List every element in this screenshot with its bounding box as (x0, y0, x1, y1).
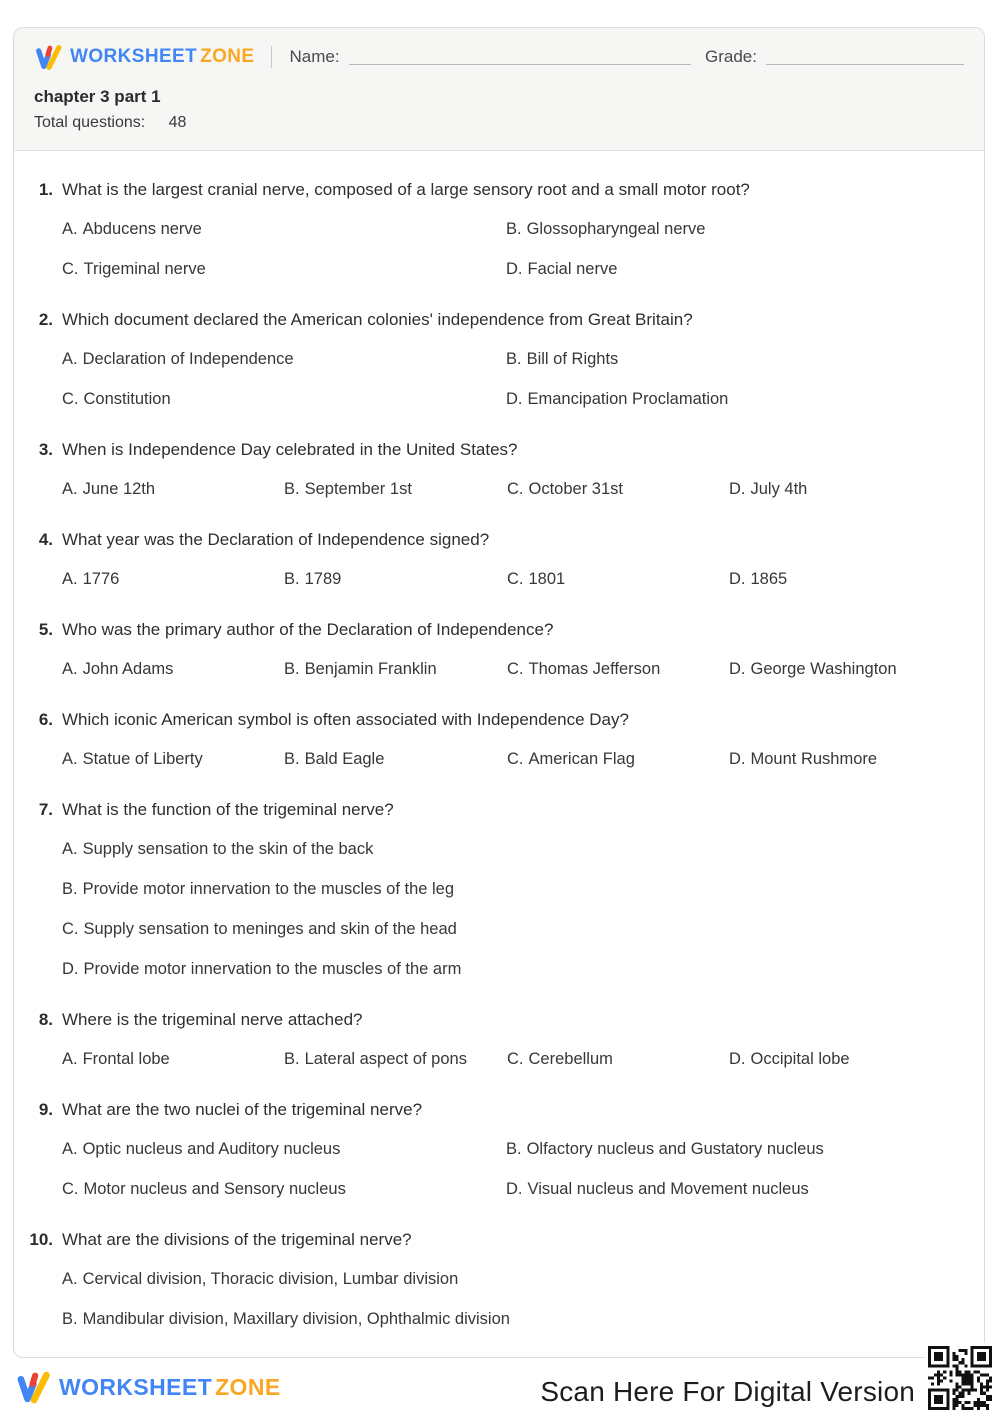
question-text: What are the divisions of the trigeminal nerve? (62, 1230, 412, 1249)
answer-option[interactable] (729, 748, 970, 771)
answer-option[interactable] (62, 958, 970, 981)
option-text: Optic nucleus and Auditory nucleus (82, 1140, 341, 1158)
options-grid (62, 838, 970, 981)
option-text: Olfactory nucleus and Gustatory nucleus (526, 1140, 824, 1158)
option-letter: D. (729, 1050, 746, 1068)
answer-option[interactable] (729, 568, 970, 591)
name-input-line[interactable] (349, 49, 691, 65)
answer-option[interactable] (284, 748, 507, 771)
option-letter: D. (729, 480, 746, 498)
options-grid (62, 1048, 970, 1071)
answer-option[interactable] (506, 1178, 970, 1201)
options-grid (62, 478, 970, 501)
option-text: Abducens nerve (82, 220, 202, 238)
answer-option[interactable] (62, 388, 506, 411)
option-text: Bill of Rights (526, 350, 619, 368)
question-text: Who was the primary author of the Declaration of Independence? (62, 620, 554, 639)
option-letter: B. (284, 480, 300, 498)
question-block (28, 1228, 970, 1331)
option-letter: C. (62, 920, 79, 938)
option-letter: D. (506, 390, 523, 408)
answer-option[interactable] (507, 478, 729, 501)
header-row (34, 41, 964, 73)
question-number: 1. (38, 180, 53, 199)
option-text: Lateral aspect of pons (304, 1050, 467, 1068)
option-letter: A. (62, 1050, 78, 1068)
option-text: Benjamin Franklin (304, 660, 437, 678)
option-letter: A. (62, 220, 78, 238)
option-text: George Washington (750, 660, 897, 678)
option-text: 1776 (82, 570, 120, 588)
option-letter: D. (506, 260, 523, 278)
question-block (28, 708, 970, 771)
footer-brand-logo (15, 1368, 281, 1406)
answer-option[interactable] (62, 1048, 284, 1071)
answer-option[interactable] (506, 218, 970, 241)
question-number: 7. (38, 800, 53, 819)
option-text: Provide motor innervation to the muscles of the leg (82, 880, 455, 898)
option-text: John Adams (82, 660, 174, 678)
question-number: 9. (38, 1100, 53, 1119)
answer-option[interactable] (62, 478, 284, 501)
option-letter: A. (62, 660, 78, 678)
option-text: Facial nerve (527, 260, 618, 278)
option-letter: C. (507, 660, 524, 678)
option-letter: B. (506, 1140, 522, 1158)
answer-option[interactable] (507, 658, 729, 681)
option-letter: A. (62, 350, 78, 368)
answer-option[interactable] (62, 1138, 506, 1161)
answer-option[interactable] (62, 878, 970, 901)
answer-option[interactable] (506, 388, 970, 411)
option-letter: A. (62, 1270, 78, 1288)
option-text: Thomas Jefferson (528, 660, 661, 678)
brand-word-worksheet: WORKSHEET (59, 1373, 213, 1400)
name-label: Name: (289, 47, 340, 66)
options-grid (62, 1268, 970, 1331)
option-text: Emancipation Proclamation (527, 390, 729, 408)
answer-option[interactable] (284, 1048, 507, 1071)
worksheet-card (13, 27, 985, 1358)
answer-option[interactable] (62, 748, 284, 771)
answer-option[interactable] (62, 218, 506, 241)
question-text: What year was the Declaration of Independence signed? (62, 530, 490, 549)
question-text: What is the function of the trigeminal nerve? (62, 800, 394, 819)
option-letter: A. (62, 840, 78, 858)
answer-option[interactable] (507, 1048, 729, 1071)
question-number: 10. (29, 1230, 53, 1249)
answer-option[interactable] (729, 478, 970, 501)
option-letter: C. (507, 480, 524, 498)
answer-option[interactable] (62, 838, 970, 861)
answer-option[interactable] (507, 748, 729, 771)
answer-option[interactable] (284, 568, 507, 591)
option-letter: B. (62, 1310, 78, 1328)
option-letter: B. (284, 750, 300, 768)
option-text: Statue of Liberty (82, 750, 203, 768)
option-letter: B. (506, 350, 522, 368)
options-grid (62, 218, 970, 281)
grade-input-line[interactable] (766, 49, 964, 65)
option-text: Cerebellum (528, 1050, 613, 1068)
header-divider (271, 46, 272, 68)
question-number: 4. (38, 530, 53, 549)
question-block (28, 1008, 970, 1071)
option-text: Frontal lobe (82, 1050, 170, 1068)
option-text: July 4th (750, 480, 808, 498)
option-letter: C. (62, 390, 79, 408)
worksheet-title: chapter 3 part 1 (34, 87, 161, 106)
option-letter: A. (62, 1140, 78, 1158)
answer-option[interactable] (62, 918, 970, 941)
option-letter: D. (729, 750, 746, 768)
option-letter: B. (284, 1050, 300, 1068)
option-text: October 31st (528, 480, 623, 498)
question-text: Which iconic American symbol is often associated with Independence Day? (62, 710, 629, 729)
answer-option[interactable] (62, 1268, 970, 1291)
brand-word-zone: ZONE (200, 46, 255, 67)
option-text: 1789 (304, 570, 342, 588)
option-letter: B. (62, 880, 78, 898)
option-letter: B. (506, 220, 522, 238)
answer-option[interactable] (729, 658, 970, 681)
answer-option[interactable] (507, 568, 729, 591)
answer-option[interactable] (62, 658, 284, 681)
option-letter: B. (284, 660, 300, 678)
brand-word-zone: ZONE (215, 1373, 281, 1400)
total-questions-value: 48 (168, 114, 187, 131)
answer-option[interactable] (62, 1178, 506, 1201)
option-text: June 12th (82, 480, 156, 498)
option-letter: D. (729, 660, 746, 678)
option-text: Constitution (83, 390, 171, 408)
question-text: Which document declared the American colonies' independence from Great Britain? (62, 310, 693, 329)
question-block (28, 798, 970, 981)
question-block (28, 308, 970, 411)
option-letter: D. (729, 570, 746, 588)
option-letter: D. (506, 1180, 523, 1198)
answer-option[interactable] (506, 1138, 970, 1161)
qr-code-icon (925, 1343, 995, 1414)
worksheet-header (14, 28, 984, 151)
answer-option[interactable] (62, 568, 284, 591)
brand-logo (34, 42, 255, 72)
question-block (28, 438, 970, 501)
option-text: Occipital lobe (750, 1050, 850, 1068)
question-text: What are the two nuclei of the trigeminal nerve? (62, 1100, 423, 1119)
question-block (28, 528, 970, 591)
option-letter: A. (62, 480, 78, 498)
scan-here-text: Scan Here For Digital Version (540, 1376, 915, 1407)
option-text: Provide motor innervation to the muscles of the arm (83, 960, 462, 978)
total-questions-label: Total questions: (34, 114, 146, 131)
answer-option[interactable] (506, 348, 970, 371)
question-block (28, 1098, 970, 1201)
option-letter: A. (62, 750, 78, 768)
option-text: 1865 (750, 570, 788, 588)
brand-word-worksheet: WORKSHEET (70, 46, 198, 67)
option-text: Motor nucleus and Sensory nucleus (83, 1180, 346, 1198)
option-text: Glossopharyngeal nerve (526, 220, 706, 238)
option-text: American Flag (528, 750, 635, 768)
option-letter: C. (62, 1180, 79, 1198)
question-text: Where is the trigeminal nerve attached? (62, 1010, 363, 1029)
worksheetzone-logo-icon (34, 42, 64, 72)
answer-option[interactable] (62, 258, 506, 281)
question-number: 6. (38, 710, 53, 729)
option-letter: B. (284, 570, 300, 588)
option-letter: C. (62, 260, 79, 278)
options-grid (62, 1138, 970, 1201)
option-text: Declaration of Independence (82, 350, 294, 368)
options-grid (62, 568, 970, 591)
options-grid (62, 348, 970, 411)
option-text: Visual nucleus and Movement nucleus (527, 1180, 809, 1198)
title-block (34, 87, 964, 132)
answer-option[interactable] (62, 1308, 970, 1331)
question-number: 2. (38, 310, 53, 329)
question-number: 3. (38, 440, 53, 459)
worksheetzone-logo-icon (15, 1368, 53, 1406)
option-text: Supply sensation to the skin of the back (82, 840, 374, 858)
total-questions-row (34, 114, 964, 132)
option-text: September 1st (304, 480, 412, 498)
option-text: 1801 (528, 570, 566, 588)
option-text: Bald Eagle (304, 750, 385, 768)
question-text: When is Independence Day celebrated in the United States? (62, 440, 518, 459)
option-letter: C. (507, 750, 524, 768)
options-grid (62, 658, 970, 681)
option-text: Cervical division, Thoracic division, Lumbar division (82, 1270, 459, 1288)
option-letter: C. (507, 570, 524, 588)
option-text: Mount Rushmore (750, 750, 878, 768)
grade-label: Grade: (705, 47, 757, 66)
answer-option[interactable] (62, 348, 506, 371)
options-grid (62, 748, 970, 771)
answer-option[interactable] (284, 478, 507, 501)
question-number: 5. (38, 620, 53, 639)
question-text: What is the largest cranial nerve, composed of a large sensory root and a small motor root? (62, 180, 750, 199)
question-block (28, 618, 970, 681)
answer-option[interactable] (729, 1048, 970, 1071)
option-text: Supply sensation to meninges and skin of the head (83, 920, 457, 938)
answer-option[interactable] (506, 258, 970, 281)
option-letter: D. (62, 960, 79, 978)
option-letter: C. (507, 1050, 524, 1068)
option-text: Trigeminal nerve (83, 260, 206, 278)
question-number: 8. (38, 1010, 53, 1029)
option-letter: A. (62, 570, 78, 588)
answer-option[interactable] (284, 658, 507, 681)
option-text: Mandibular division, Maxillary division, Ophthalmic division (82, 1310, 510, 1328)
question-block (28, 178, 970, 281)
questions-list (14, 151, 984, 1351)
